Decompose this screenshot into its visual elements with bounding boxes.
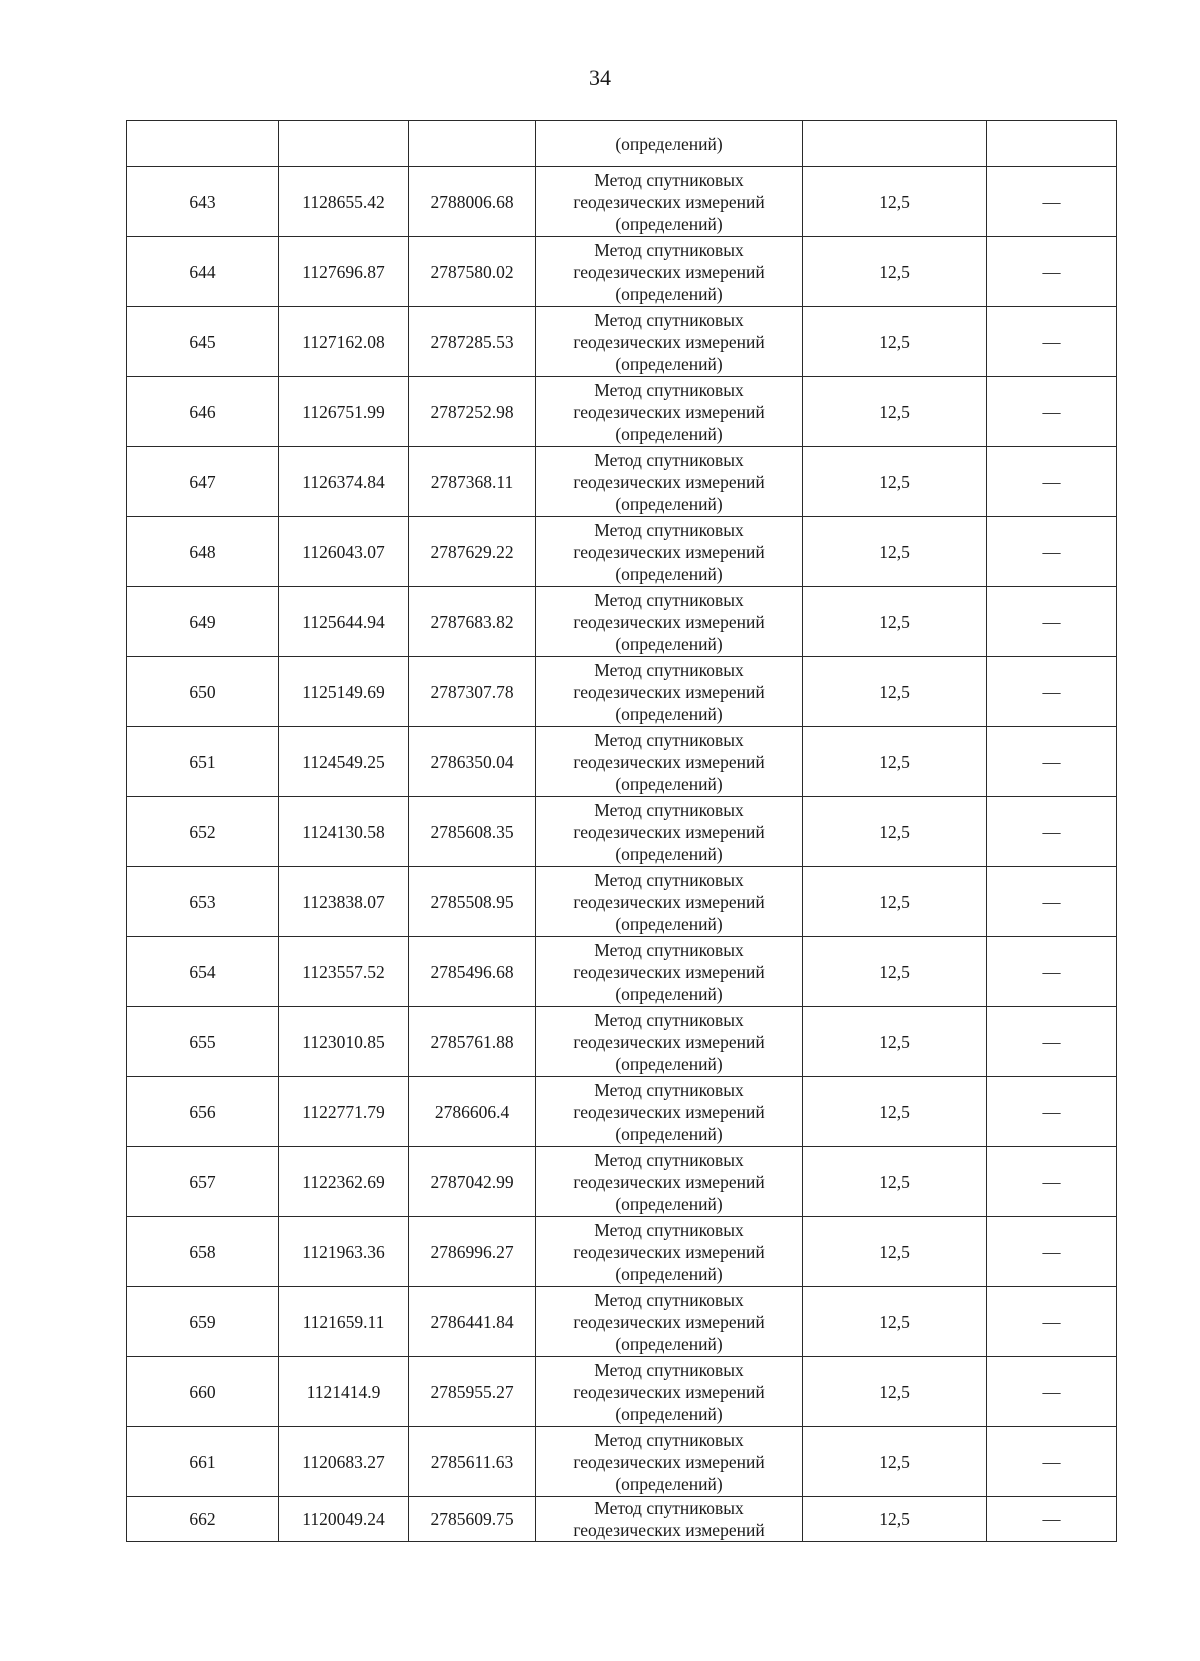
cell-point: 654: [127, 937, 279, 1007]
cell-method: [536, 1427, 803, 1497]
page-number: 34: [589, 65, 611, 90]
cell-note: —: [987, 587, 1117, 657]
method-line: Метод спутниковых: [594, 1149, 744, 1170]
method-line: Метод спутниковых: [594, 1359, 744, 1380]
method-line: геодезических измерений: [573, 331, 765, 352]
method-line: Метод спутниковых: [594, 239, 744, 260]
cell-point: 644: [127, 237, 279, 307]
cell-method: [536, 377, 803, 447]
cell-note: —: [987, 867, 1117, 937]
cell-point: 656: [127, 1077, 279, 1147]
method-line: геодезических измерений: [573, 1381, 765, 1402]
method-line: геодезических измерений: [573, 1241, 765, 1262]
method-line: (определений): [615, 1263, 723, 1284]
cell-y: 2787285.53: [409, 307, 536, 377]
method-line: Метод спутниковых: [594, 1429, 744, 1450]
method-line: Метод спутниковых: [594, 1009, 744, 1030]
cell-note: —: [987, 1077, 1117, 1147]
cell-y: 2785761.88: [409, 1007, 536, 1077]
method-line: Метод спутниковых: [594, 1498, 744, 1518]
cell-note: —: [987, 657, 1117, 727]
method-line: геодезических измерений: [573, 401, 765, 422]
table-row: [127, 587, 1117, 657]
cell-point: 647: [127, 447, 279, 517]
method-line: Метод спутниковых: [594, 659, 744, 680]
table-row: [127, 517, 1117, 587]
cell-x: 1124549.25: [279, 727, 409, 797]
cell-x: 1126043.07: [279, 517, 409, 587]
cell-accuracy: 12,5: [803, 1497, 987, 1542]
cell-method: [536, 167, 803, 237]
coordinates-table: [126, 120, 1117, 1542]
method-line: геодезических измерений: [573, 1520, 765, 1540]
method-line: Метод спутниковых: [594, 799, 744, 820]
method-line: геодезических измерений: [573, 611, 765, 632]
table-row: [127, 727, 1117, 797]
cell-point: 661: [127, 1427, 279, 1497]
cell-x: 1125149.69: [279, 657, 409, 727]
cell-point: 657: [127, 1147, 279, 1217]
cell-x: 1127696.87: [279, 237, 409, 307]
method-line: геодезических измерений: [573, 261, 765, 282]
method-line: Метод спутниковых: [594, 729, 744, 750]
method-line: геодезических измерений: [573, 961, 765, 982]
cell-method: [536, 1357, 803, 1427]
cell-note: —: [987, 797, 1117, 867]
method-line: (определений): [615, 703, 723, 724]
cell-accuracy: 12,5: [803, 517, 987, 587]
cell-y: 2788006.68: [409, 167, 536, 237]
cell-accuracy: 12,5: [803, 1217, 987, 1287]
table-row: [127, 1357, 1117, 1427]
cell-x: 1125644.94: [279, 587, 409, 657]
cell-y: 2785608.35: [409, 797, 536, 867]
method-line: геодезических измерений: [573, 821, 765, 842]
cell-y: 2785496.68: [409, 937, 536, 1007]
cell-method: [536, 517, 803, 587]
cell-accuracy: 12,5: [803, 657, 987, 727]
cell-note: —: [987, 1357, 1117, 1427]
table-row: [127, 307, 1117, 377]
cell-method: [536, 1007, 803, 1077]
cell-y: 2787683.82: [409, 587, 536, 657]
method-line: (определений): [615, 1403, 723, 1424]
method-line: Метод спутниковых: [594, 169, 744, 190]
method-line: (определений): [615, 133, 723, 154]
cell-y: 2787307.78: [409, 657, 536, 727]
table-row: [127, 937, 1117, 1007]
cell-y: 2787580.02: [409, 237, 536, 307]
method-line: (определений): [615, 773, 723, 794]
table-row: [127, 1077, 1117, 1147]
cell-method: [536, 1287, 803, 1357]
method-line: Метод спутниковых: [594, 1079, 744, 1100]
table-row: [127, 797, 1117, 867]
cell-method: [536, 307, 803, 377]
cell-point: 652: [127, 797, 279, 867]
method-line: (определений): [615, 493, 723, 514]
cell-accuracy: 12,5: [803, 867, 987, 937]
method-line: Метод спутниковых: [594, 939, 744, 960]
method-line: (определений): [615, 353, 723, 374]
cell-note: —: [987, 727, 1117, 797]
method-line: геодезических измерений: [573, 681, 765, 702]
cell-accuracy: 12,5: [803, 587, 987, 657]
cell-note: [987, 121, 1117, 167]
cell-y: 2786350.04: [409, 727, 536, 797]
cell-accuracy: 12,5: [803, 377, 987, 447]
cell-method: [536, 1147, 803, 1217]
method-line: (определений): [615, 1473, 723, 1494]
cell-method: [536, 727, 803, 797]
method-line: геодезических измерений: [573, 191, 765, 212]
cell-y: 2785611.63: [409, 1427, 536, 1497]
cell-note: —: [987, 1217, 1117, 1287]
cell-accuracy: 12,5: [803, 1287, 987, 1357]
cell-method: [536, 937, 803, 1007]
cell-accuracy: 12,5: [803, 237, 987, 307]
cell-x: 1124130.58: [279, 797, 409, 867]
cell-x: 1120683.27: [279, 1427, 409, 1497]
table-row: [127, 1217, 1117, 1287]
method-line: Метод спутниковых: [594, 1289, 744, 1310]
cell-y: 2786996.27: [409, 1217, 536, 1287]
cell-point: 649: [127, 587, 279, 657]
method-line: (определений): [615, 1123, 723, 1144]
method-line: Метод спутниковых: [594, 379, 744, 400]
table-row: [127, 1427, 1117, 1497]
table-row: [127, 1007, 1117, 1077]
cell-note: —: [987, 1007, 1117, 1077]
cell-accuracy: 12,5: [803, 1427, 987, 1497]
cell-note: —: [987, 1497, 1117, 1542]
method-line: (определений): [615, 563, 723, 584]
cell-x: 1121963.36: [279, 1217, 409, 1287]
method-line: Метод спутниковых: [594, 519, 744, 540]
table-body: [127, 121, 1117, 1542]
method-line: геодезических измерений: [573, 541, 765, 562]
method-line: (определений): [615, 1053, 723, 1074]
cell-y: 2787042.99: [409, 1147, 536, 1217]
table-row: [127, 377, 1117, 447]
method-line: геодезических измерений: [573, 1311, 765, 1332]
cell-x: [279, 121, 409, 167]
cell-y: [409, 121, 536, 167]
cell-x: 1120049.24: [279, 1497, 409, 1542]
method-line: (определений): [615, 913, 723, 934]
cell-y: 2786441.84: [409, 1287, 536, 1357]
cell-point: 660: [127, 1357, 279, 1427]
cell-accuracy: 12,5: [803, 167, 987, 237]
table-row: [127, 237, 1117, 307]
table-row: [127, 1497, 1117, 1542]
cell-point: 650: [127, 657, 279, 727]
cell-point: 643: [127, 167, 279, 237]
cell-accuracy: 12,5: [803, 797, 987, 867]
cell-method: [536, 1077, 803, 1147]
method-line: геодезических измерений: [573, 1451, 765, 1472]
cell-note: —: [987, 237, 1117, 307]
method-line: Метод спутниковых: [594, 309, 744, 330]
cell-method: [536, 121, 803, 167]
cell-point: 646: [127, 377, 279, 447]
cell-point: 645: [127, 307, 279, 377]
cell-point: [127, 121, 279, 167]
method-line: геодезических измерений: [573, 471, 765, 492]
cell-point: 659: [127, 1287, 279, 1357]
cell-x: 1122362.69: [279, 1147, 409, 1217]
method-line: Метод спутниковых: [594, 449, 744, 470]
cell-method: [536, 237, 803, 307]
method-line: геодезических измерений: [573, 751, 765, 772]
method-line: Метод спутниковых: [594, 1219, 744, 1240]
cell-note: —: [987, 307, 1117, 377]
cell-y: 2785609.75: [409, 1497, 536, 1542]
cell-y: 2786606.4: [409, 1077, 536, 1147]
method-line: Метод спутниковых: [594, 869, 744, 890]
table-row: [127, 867, 1117, 937]
cell-x: 1123557.52: [279, 937, 409, 1007]
cell-accuracy: 12,5: [803, 727, 987, 797]
cell-y: 2785955.27: [409, 1357, 536, 1427]
cell-note: —: [987, 447, 1117, 517]
cell-point: 655: [127, 1007, 279, 1077]
method-line: (определений): [615, 1193, 723, 1214]
cell-note: —: [987, 1147, 1117, 1217]
method-line: геодезических измерений: [573, 1101, 765, 1122]
cell-method: [536, 867, 803, 937]
method-line: геодезических измерений: [573, 891, 765, 912]
cell-point: 648: [127, 517, 279, 587]
method-line: (определений): [615, 1333, 723, 1354]
cell-y: 2787252.98: [409, 377, 536, 447]
cell-x: 1126751.99: [279, 377, 409, 447]
cell-note: —: [987, 167, 1117, 237]
cell-y: 2785508.95: [409, 867, 536, 937]
cell-note: —: [987, 377, 1117, 447]
cell-x: 1121659.11: [279, 1287, 409, 1357]
cell-method: [536, 1497, 803, 1542]
cell-x: 1126374.84: [279, 447, 409, 517]
cell-point: 662: [127, 1497, 279, 1542]
cell-x: 1128655.42: [279, 167, 409, 237]
cell-method: [536, 447, 803, 517]
cell-y: 2787368.11: [409, 447, 536, 517]
cell-point: 658: [127, 1217, 279, 1287]
method-line: Метод спутниковых: [594, 589, 744, 610]
cell-note: —: [987, 517, 1117, 587]
cell-x: 1127162.08: [279, 307, 409, 377]
method-line: геодезических измерений: [573, 1171, 765, 1192]
cell-note: —: [987, 1287, 1117, 1357]
method-line: (определений): [615, 983, 723, 1004]
cell-x: 1122771.79: [279, 1077, 409, 1147]
table-row-continuation: [127, 121, 1117, 167]
table-row: [127, 1287, 1117, 1357]
cell-point: 651: [127, 727, 279, 797]
cell-method: [536, 1217, 803, 1287]
cell-accuracy: 12,5: [803, 1147, 987, 1217]
method-line: (определений): [615, 283, 723, 304]
cell-method: [536, 797, 803, 867]
method-line: (определений): [615, 843, 723, 864]
cell-x: 1121414.9: [279, 1357, 409, 1427]
cell-point: 653: [127, 867, 279, 937]
cell-accuracy: 12,5: [803, 1077, 987, 1147]
method-line: (определений): [615, 423, 723, 444]
cell-note: —: [987, 1427, 1117, 1497]
cell-accuracy: 12,5: [803, 937, 987, 1007]
cell-accuracy: 12,5: [803, 307, 987, 377]
cell-accuracy: [803, 121, 987, 167]
table-row: [127, 167, 1117, 237]
table-row: [127, 1147, 1117, 1217]
cell-y: 2787629.22: [409, 517, 536, 587]
cell-accuracy: 12,5: [803, 447, 987, 517]
method-line: (определений): [615, 633, 723, 654]
cell-accuracy: 12,5: [803, 1357, 987, 1427]
cell-method: [536, 587, 803, 657]
table-row: [127, 447, 1117, 517]
table-row: [127, 657, 1117, 727]
cell-x: 1123838.07: [279, 867, 409, 937]
method-line: геодезических измерений: [573, 1031, 765, 1052]
method-line: (определений): [615, 213, 723, 234]
cell-method: [536, 657, 803, 727]
cell-note: —: [987, 937, 1117, 1007]
cell-accuracy: 12,5: [803, 1007, 987, 1077]
cell-x: 1123010.85: [279, 1007, 409, 1077]
